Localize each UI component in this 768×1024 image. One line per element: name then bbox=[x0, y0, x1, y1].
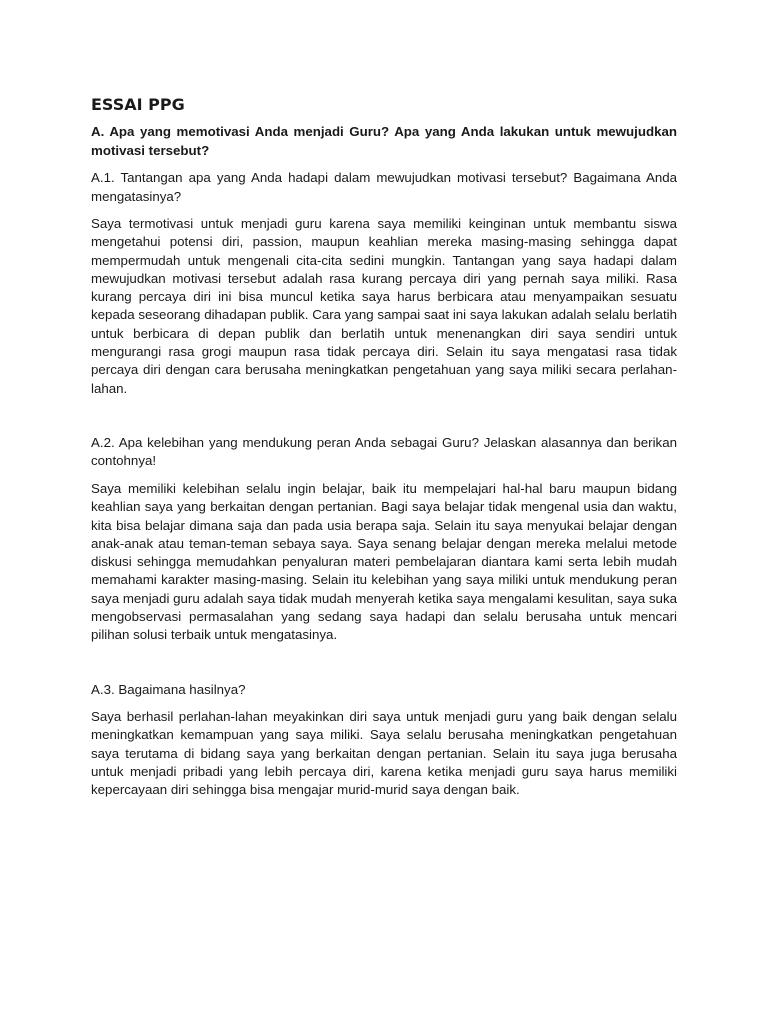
question-a: A. Apa yang memotivasi Anda menjadi Guru? Apa yang Anda lakukan untuk mewujudkan motivasi tersebut? bbox=[91, 124, 677, 158]
answer-a2: Saya memiliki kelebihan selalu ingin belajar, baik itu mempelajari hal-hal baru maupun bidang keahlian saya yang berkaitan dengan pertanian. Bagi saya belajar tidak mengenal usia dan waktu, kita bisa belajar dimana saja dan pada usia berapa saja. Selain itu saya menyukai belajar dengan anak-anak atau teman-teman sebaya saya. Saya senang belajar dengan mereka melalui metode diskusi sehingga memudahkan penyaluran materi pembelajaran diantara kami serta lebih mudah memahami karakter masing-masing. Selain itu kelebihan yang saya miliki untuk mendukung peran saya menjadi guru adalah saya tidak mudah menyerah ketika saya mengalami kesulitan, saya suka mengobservasi permasalahan yang sedang saya hadapi dan selalu berusaha untuk mencari pilihan solusi terbaik untuk mengatasinya. bbox=[91, 480, 677, 643]
question-a3: A.3. Bagaimana hasilnya? bbox=[91, 681, 246, 697]
answer-a1: Saya termotivasi untuk menjadi guru karena saya memiliki keinginan untuk membantu siswa mengetahui potensi diri, passion, maupun keahlian mereka masing-masing sehingga dapat mempermudah untuk mengenali cita-cita sedini mungkin. Tantangan yang saya hadapi dalam mewujudkan motivasi tersebut adalah rasa kurang percaya diri yang pernah saya miliki. Rasa kurang percaya diri ini bisa muncul ketika saya harus berbicara atau menyampaikan sesuatu kepada seseorang dihadapan publik. Cara yang sampai saat ini saya lakukan adalah selalu berlatih untuk berbicara di depan publik dan berlatih untuk menenangkan diri saya sendiri untuk mengurangi rasa grogi maupun rasa tidak percaya diri. Selain itu saya mengatasi rasa tidak percaya diri dengan cara berusaha meningkatkan pengetahuan yang saya miliki secara perlahan-lahan. bbox=[91, 216, 677, 396]
paragraph-gap bbox=[91, 655, 677, 681]
paragraph-gap bbox=[91, 408, 677, 434]
question-a1: A.1. Tantangan apa yang Anda hadapi dalam mewujudkan motivasi tersebut? Bagaimana Anda mengatasinya? bbox=[91, 170, 677, 204]
document-title: ESSAI PPG bbox=[91, 95, 185, 114]
document-body bbox=[91, 95, 677, 810]
question-a2: A.2. Apa kelebihan yang mendukung peran Anda sebagai Guru? Jelaskan alasannya dan berikan contohnya! bbox=[91, 434, 677, 469]
answer-a3: Saya berhasil perlahan-lahan meyakinkan diri saya untuk menjadi guru yang baik dengan selalu meningkatkan kemampuan yang saya miliki. Saya selalu berusaha meningkatkan pengetahuan saya terutama di bidang saya yang berkaitan dengan pertanian. Selain itu saya juga berusaha untuk menjadi pribadi yang lebih percaya diri, karena ketika menjadi guru saya harus memiliki kepercayaan diri sehingga bisa mengajar murid-murid saya dengan baik. bbox=[91, 709, 677, 798]
